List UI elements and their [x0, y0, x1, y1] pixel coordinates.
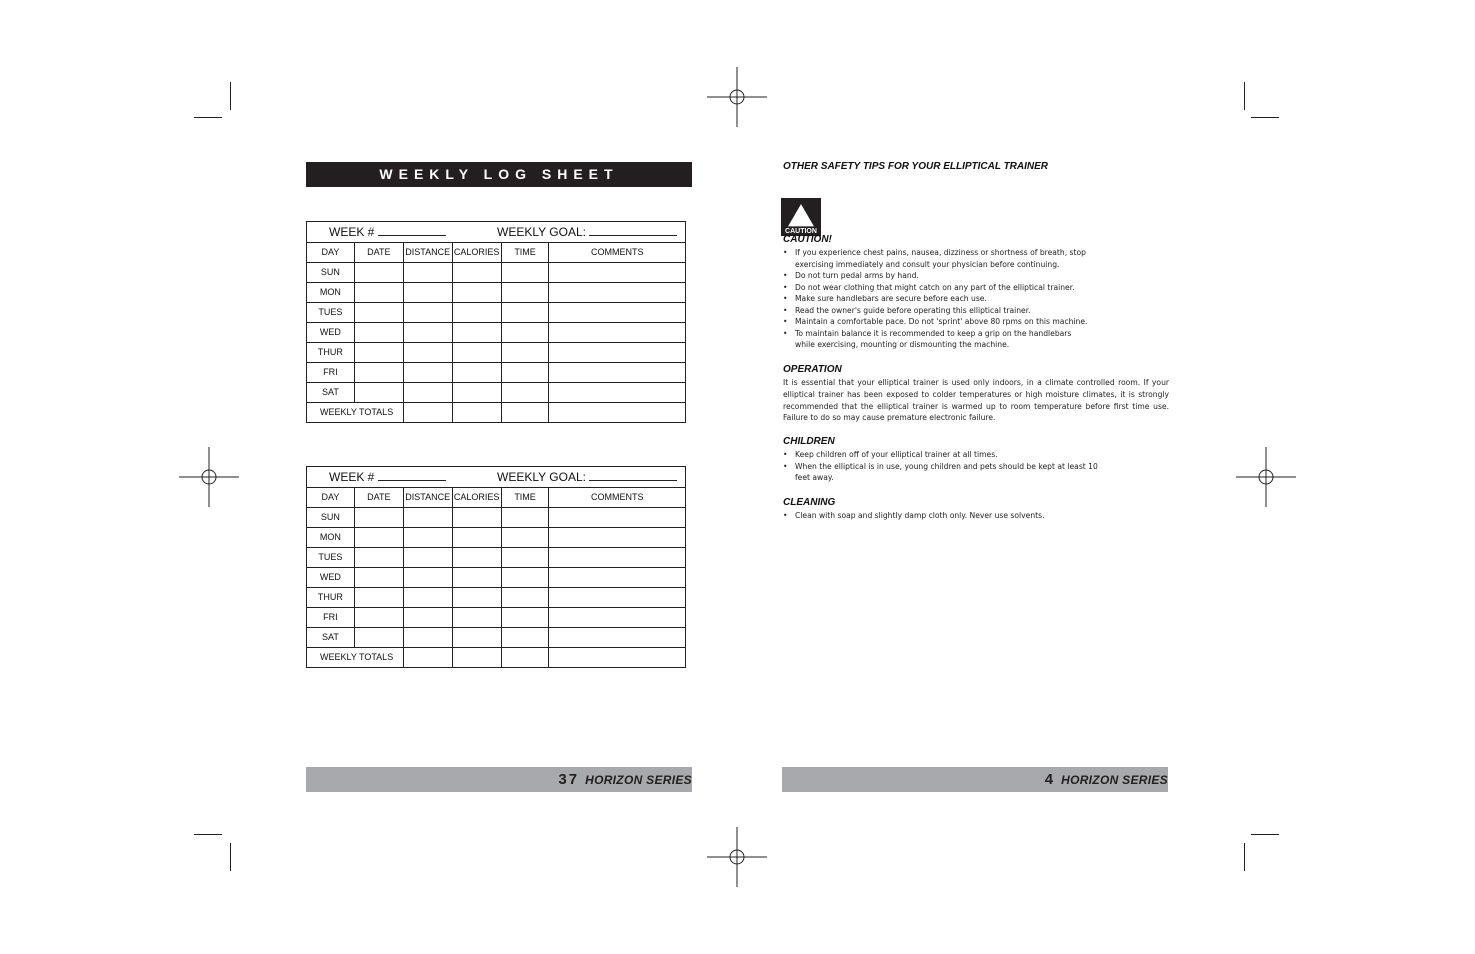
calories-cell[interactable] [452, 343, 501, 363]
distance-cell[interactable] [403, 283, 452, 303]
date-cell[interactable] [354, 303, 403, 323]
distance-cell[interactable] [403, 383, 452, 403]
day-label: SAT [307, 628, 355, 648]
week-row [307, 467, 686, 488]
calories-cell[interactable] [452, 283, 501, 303]
list-item: • Read the owner's guide before operating this elliptical trainer. [783, 305, 1093, 317]
page-number: 37 [558, 771, 580, 788]
calories-cell[interactable] [452, 628, 501, 648]
weekly-goal-field[interactable] [589, 470, 677, 481]
date-cell[interactable] [354, 343, 403, 363]
calories-cell[interactable] [452, 263, 501, 283]
date-cell[interactable] [354, 508, 403, 528]
weekly-goal-field[interactable] [589, 225, 677, 236]
list-item: • Maintain a comfortable pace. Do not 'sprint' above 80 rpms on this machine. [783, 316, 1093, 328]
time-total-cell[interactable] [501, 403, 549, 423]
column-header: CALORIES [452, 488, 501, 508]
crop-mark [1251, 117, 1279, 118]
page-footer [782, 767, 1168, 792]
date-cell[interactable] [354, 588, 403, 608]
warning-triangle-icon [785, 201, 817, 229]
table-row [307, 528, 686, 548]
column-header: DATE [354, 243, 403, 263]
day-label: WED [307, 568, 355, 588]
crop-mark [1251, 834, 1279, 835]
totals-label: WEEKLY TOTALS [307, 403, 404, 423]
week-row [307, 222, 686, 243]
header-row [307, 488, 686, 508]
list-item: • Make sure handlebars are secure before each use. [783, 293, 1093, 305]
caution-title: CAUTION! [783, 234, 832, 245]
section-heading: OTHER SAFETY TIPS FOR YOUR ELLIPTICAL TRAINER [783, 161, 1049, 172]
week-number-field[interactable] [378, 470, 446, 481]
distance-cell[interactable] [403, 323, 452, 343]
calories-total-cell[interactable] [452, 648, 501, 668]
crop-mark [194, 834, 222, 835]
registration-mark-icon [707, 827, 767, 887]
weekly-goal-label: WEEKLY GOAL: [497, 224, 586, 239]
calories-cell[interactable] [452, 508, 501, 528]
children-list [783, 449, 1113, 484]
table-row [307, 628, 686, 648]
operation-title: OPERATION [783, 364, 842, 375]
column-header: CALORIES [452, 243, 501, 263]
column-header: DISTANCE [403, 243, 452, 263]
day-label: FRI [307, 608, 355, 628]
crop-mark [230, 843, 231, 871]
comments-total-cell[interactable] [549, 648, 686, 668]
day-label: MON [307, 283, 355, 303]
totals-row [307, 403, 686, 423]
calories-cell[interactable] [452, 588, 501, 608]
day-label: SUN [307, 508, 355, 528]
page-title: WEEKLY LOG SHEET [306, 162, 692, 187]
comments-cell[interactable] [549, 283, 686, 303]
cleaning-list [783, 510, 1173, 522]
table-row [307, 283, 686, 303]
header-row [307, 243, 686, 263]
week-number-field[interactable] [378, 225, 446, 236]
caution-icon-label: CAUTION [785, 228, 817, 235]
week-label: WEEK # [329, 469, 375, 484]
crop-mark [194, 117, 222, 118]
calories-cell[interactable] [452, 383, 501, 403]
date-cell[interactable] [354, 568, 403, 588]
comments-cell[interactable] [549, 263, 686, 283]
caution-icon [781, 198, 821, 236]
list-item: • Do not wear clothing that might catch on any part of the elliptical trainer. [783, 282, 1093, 294]
list-item: • Clean with soap and slightly damp cloth only. Never use solvents. [783, 510, 1173, 522]
day-label: TUES [307, 303, 355, 323]
distance-cell[interactable] [403, 548, 452, 568]
crop-mark [1244, 82, 1245, 110]
table-row [307, 608, 686, 628]
time-cell[interactable] [501, 608, 549, 628]
registration-mark-icon [707, 67, 767, 127]
day-label: TUES [307, 548, 355, 568]
comments-cell[interactable] [549, 568, 686, 588]
day-label: WED [307, 323, 355, 343]
comments-cell[interactable] [549, 303, 686, 323]
comments-cell[interactable] [549, 588, 686, 608]
weekly-log-table [306, 221, 686, 423]
date-cell[interactable] [354, 263, 403, 283]
comments-cell[interactable] [549, 343, 686, 363]
table-row [307, 303, 686, 323]
column-header: TIME [501, 488, 549, 508]
children-title: CHILDREN [783, 436, 835, 447]
table-row [307, 568, 686, 588]
distance-total-cell[interactable] [403, 648, 452, 668]
calories-cell[interactable] [452, 323, 501, 343]
list-item: • When the elliptical is in use, young children and pets should be kept at least 10 feet away. [783, 461, 1113, 484]
comments-cell[interactable] [549, 383, 686, 403]
distance-cell[interactable] [403, 343, 452, 363]
distance-cell[interactable] [403, 628, 452, 648]
time-cell[interactable] [501, 548, 549, 568]
calories-cell[interactable] [452, 548, 501, 568]
week-label: WEEK # [329, 224, 375, 239]
crop-mark [1244, 843, 1245, 871]
registration-mark-icon [179, 447, 239, 507]
table-row [307, 363, 686, 383]
calories-total-cell[interactable] [452, 403, 501, 423]
date-cell[interactable] [354, 608, 403, 628]
crop-mark [230, 82, 231, 110]
list-item: • If you experience chest pains, nausea, dizziness or shortness of breath, stop exercising immediately and consult your physician before continuing. [783, 247, 1093, 270]
comments-cell[interactable] [549, 363, 686, 383]
registration-mark-icon [1236, 447, 1296, 507]
day-label: THUR [307, 588, 355, 608]
table-row [307, 548, 686, 568]
distance-cell[interactable] [403, 608, 452, 628]
comments-total-cell[interactable] [549, 403, 686, 423]
calories-cell[interactable] [452, 568, 501, 588]
date-cell[interactable] [354, 628, 403, 648]
series-name: HORIZON SERIES [1061, 773, 1168, 787]
date-cell[interactable] [354, 383, 403, 403]
distance-cell[interactable] [403, 363, 452, 383]
weekly-log-table [306, 466, 686, 668]
page-number: 4 [1044, 771, 1056, 788]
distance-cell[interactable] [403, 508, 452, 528]
distance-cell[interactable] [403, 303, 452, 323]
series-name: HORIZON SERIES [585, 773, 692, 787]
time-cell[interactable] [501, 263, 549, 283]
day-label: FRI [307, 363, 355, 383]
day-label: THUR [307, 343, 355, 363]
distance-cell[interactable] [403, 568, 452, 588]
comments-cell[interactable] [549, 528, 686, 548]
table-row [307, 588, 686, 608]
list-item: • To maintain balance it is recommended to keep a grip on the handlebars while exercising, mounting or dismounting the machine. [783, 328, 1093, 351]
table-row [307, 263, 686, 283]
day-label: SAT [307, 383, 355, 403]
table-row [307, 323, 686, 343]
distance-cell[interactable] [403, 588, 452, 608]
date-cell[interactable] [354, 283, 403, 303]
calories-cell[interactable] [452, 363, 501, 383]
time-total-cell[interactable] [501, 648, 549, 668]
column-header: DAY [307, 488, 355, 508]
column-header: DAY [307, 243, 355, 263]
calories-cell[interactable] [452, 528, 501, 548]
comments-cell[interactable] [549, 323, 686, 343]
time-cell[interactable] [501, 303, 549, 323]
day-label: SUN [307, 263, 355, 283]
table-row [307, 383, 686, 403]
column-header: DATE [354, 488, 403, 508]
distance-cell[interactable] [403, 263, 452, 283]
time-cell[interactable] [501, 588, 549, 608]
column-header: TIME [501, 243, 549, 263]
time-cell[interactable] [501, 283, 549, 303]
time-cell[interactable] [501, 628, 549, 648]
list-item: • Keep children off of your elliptical trainer at all times. [783, 449, 1113, 461]
table-row [307, 508, 686, 528]
time-cell[interactable] [501, 323, 549, 343]
date-cell[interactable] [354, 548, 403, 568]
time-cell[interactable] [501, 528, 549, 548]
date-cell[interactable] [354, 528, 403, 548]
date-cell[interactable] [354, 363, 403, 383]
time-cell[interactable] [501, 508, 549, 528]
column-header: DISTANCE [403, 488, 452, 508]
totals-label: WEEKLY TOTALS [307, 648, 404, 668]
column-header: COMMENTS [549, 243, 686, 263]
distance-total-cell[interactable] [403, 403, 452, 423]
caution-list [783, 247, 1093, 351]
table-row [307, 343, 686, 363]
operation-text: It is essential that your elliptical trainer is used only indoors, in a climate controlled room. If your elliptical trainer has been exposed to colder temperatures or high moisture climates, it is strongly recommended that the elliptical trainer is warmed up to room temperature before first time use. Failure to do so may cause premature electronic failure. [783, 378, 1169, 423]
list-item: • Do not turn pedal arms by hand. [783, 270, 1093, 282]
comments-cell[interactable] [549, 548, 686, 568]
column-header: COMMENTS [549, 488, 686, 508]
page-footer [306, 767, 692, 792]
day-label: MON [307, 528, 355, 548]
comments-cell[interactable] [549, 628, 686, 648]
time-cell[interactable] [501, 363, 549, 383]
comments-cell[interactable] [549, 608, 686, 628]
time-cell[interactable] [501, 383, 549, 403]
calories-cell[interactable] [452, 608, 501, 628]
calories-cell[interactable] [452, 303, 501, 323]
time-cell[interactable] [501, 568, 549, 588]
date-cell[interactable] [354, 323, 403, 343]
weekly-goal-label: WEEKLY GOAL: [497, 469, 586, 484]
cleaning-title: CLEANING [783, 497, 836, 508]
distance-cell[interactable] [403, 528, 452, 548]
comments-cell[interactable] [549, 508, 686, 528]
totals-row [307, 648, 686, 668]
time-cell[interactable] [501, 343, 549, 363]
